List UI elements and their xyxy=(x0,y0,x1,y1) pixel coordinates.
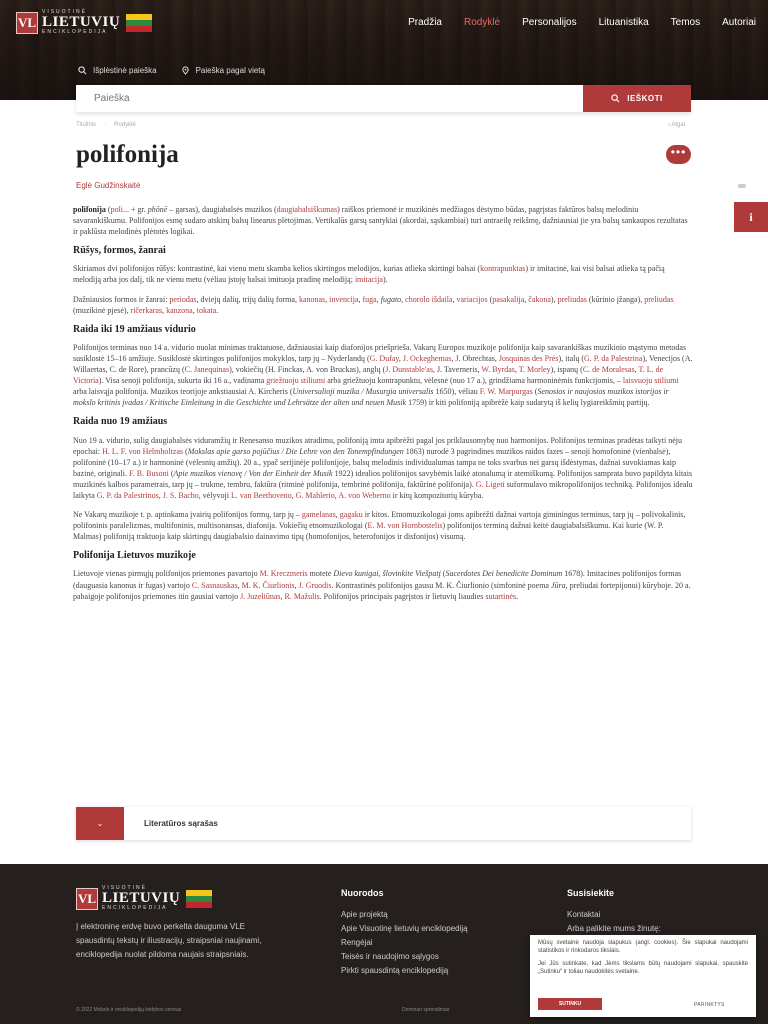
lithuanian-flag-icon xyxy=(186,890,212,908)
breadcrumb-home[interactable]: Titulinis xyxy=(76,122,97,128)
location-search-link[interactable]: Paieška pagal vietą xyxy=(181,66,265,75)
section-heading: Polifonija Lietuvos muzikoje xyxy=(73,550,196,562)
search-button[interactable]: IEŠKOTI xyxy=(583,85,691,112)
logo-tagline: ENCIKLOPEDIJA xyxy=(102,905,168,911)
cookie-options-button[interactable]: PARINKTYS xyxy=(694,1002,725,1008)
author-link[interactable]: Eglė Gudžinskaitė xyxy=(76,181,141,190)
literature-accordion[interactable] xyxy=(76,807,691,840)
main-nav xyxy=(408,17,756,28)
footer-logo[interactable] xyxy=(76,886,212,911)
article-paragraph: polifonija (poli... + gr. phōnē – garsas), daugiabalsės muzikos (daugiabalsiškumas) raiškos priemonė ir muzikinės medžiagos dėstymo būdas, pagrįstas faktūros balsų melodiniu savarankiškumu. Polifonijos esmę sudaro atskirų balsų linearus plėtojimas. Vertikalūs garsų santykiai (akordai, sąskambiai) turi antraeilę reikšmę, dažniausiai jie yra balsų sankaupos rezultatas ir paklūsta melodinės plėtotės logikai. xyxy=(73,205,688,237)
search-icon xyxy=(78,66,87,75)
message-prompt: Arba palikite mums žinutę: xyxy=(567,924,661,933)
contacts-link[interactable]: Kontaktai xyxy=(567,910,601,919)
page-title: polifonija xyxy=(76,141,179,168)
literature-label: Literatūros sąrašas xyxy=(144,819,218,828)
nav-rodykle[interactable]: Rodyklė xyxy=(463,17,501,28)
breadcrumb-section[interactable]: Rodyklė xyxy=(114,122,136,128)
search-options xyxy=(78,66,265,75)
footer-link[interactable]: Apie projektą xyxy=(341,910,388,919)
side-indicator xyxy=(738,184,746,188)
info-button[interactable]: i xyxy=(734,202,768,232)
logo-big-text: LIETUVIŲ xyxy=(42,14,121,30)
footer-link[interactable]: Rengėjai xyxy=(341,938,373,947)
nav-lituanistika[interactable]: Lituanistika xyxy=(598,17,649,28)
article-paragraph: Polifonijos terminas nuo 14 a. vidurio nuolat minimas traktatuose, dažniausiai kaip diafonijos priešprieša. Vakarų Europos muzikoje polifonija kaip savarankiškas muzikinio mąstymo metodas susiklostė 15–16 amžiuje. Susiklostė skirtingos polifonijos mokyklos, tarp jų – Nyderlandų (G. Dufay, J. Ockeghemas, J. Obrechtas, Josquinas des Prés), italų (G. P. da Palestrina), Venecijos (A. Willaertas, C. de Rore), prancūzų (C. Janequinas), vokiečių (H. Finckas, A. von Bruckas), anglų (J. Dunstable'as, J. Taverneris, W. Byrdas, T. Morley), ispanų (C. de Moralesas, T. L. de Victoria). Visa senoji polifonija, sukurta iki 16 a., vadinama griežtuoju stiliumi arba griežtuoju kontrapunktu, vėlesnė (nuo 17 a.), grindžiama harmoninėmis funkcijomis, – laisvuoju stiliumi arba laisvąja polifonija. Muzikos teorijoje ankstiausiai A. Kircheris (Universalioji muzika / Musurgia universalis 1650), vėliau F. W. Marpurgas (Senosios ir naujosios muzikos istorijos ir mokslo kritinis įvadas / Kritische Einleitung in die Geschichte und Lehrsätze der alten und neuen Musik 1759) ir kiti polifoniją apibrėžė kaip sudarytą iš kelių lygiareikšmių partijų. xyxy=(73,342,693,408)
search-input[interactable] xyxy=(76,85,583,112)
site-logo[interactable] xyxy=(16,10,152,35)
article-paragraph: Skiriamos dvi polifonijos rūšys: kontrastinė, kai vienu metu skamba kelios skirtingos melodijos, kurias atlieka skirtingi balsai (kontrapunktas) ir imitacinė, kai visi balsai atlieka tą pačią melodiją arba jos dalį, tik ne vienu metu (vėliau įstoję balsai imituoja pradinę melodiją; imitacija). xyxy=(73,264,665,285)
nav-autoriai[interactable]: Autoriai xyxy=(722,17,756,28)
article-paragraph: Nuo 19 a. vidurio, sulig daugiabalsės viduramžių ir Renesanso muzikos atradimu, polifoniją imta apibrėžti pagal jos priklausomybę nuo harmonijos. Polifonijos terminas pradėtas taikyti nėju epochai: H. L. F. von Helmholtzas (Mokslas apie garso pojūčius / Die Lehre von den Tonempfindungen 1863) nurodė 3 pagrindines muzikos raidos fazes – senoji homofoninė (vienbalsė), polifoninė (10–17 a.) ir harmoninė (vėlesnių amžių). 20 a., ypač serijinėje polifonijoje, balsų melodinis individualumas tampa ne toks svarbus nei garsų išdėstymas, dažnai suvokiamas kaip bazinė, originali. F. B. Busoni (Apie muzikos vienovę / Von der Einheit der Musik 1922) idealios polifonijos savybėmis laikė atonalumą ir atemiškumą. Polifonijos samprata buvo papildyta kitais muzikinės kalbos parametrais, tarp jų – trukme, tembru, faktūra (ritminė polifonija, tembrinė polifonija, faktūrinė polifonija). G. Ligeti suformulavo mikropolifonijos techniką. Polifonijos idealu laikyta G. P. da Palestrinos, J. S. Bacho, vėlyvoji L. van Beethoveno, G. Mahlerio, A. von Weberno ir kitų kompozitorių kūryba. xyxy=(73,435,693,500)
cookie-accept-button[interactable]: SUTINKU xyxy=(538,998,602,1010)
logo-small-text: VISUOTINĖ xyxy=(102,885,147,891)
footer-link[interactable]: Teisės ir naudojimo sąlygos xyxy=(341,952,439,961)
cookie-text: Mūsų svetainė naudoja slapukus (angl. cookies). Šie slapukai naudojami statistikos ir rinkodaros tikslais. xyxy=(538,940,748,954)
article-paragraph: Dažniausios formos ir žanrai: periodas, dviejų dalių, trijų dalių forma, kanonas, invencija, fuga, fugato, chorolo išdaila, variacijos (pasakalija, čakona), preliudas (kūrinio įžanga), preliudas (muzikinė pjesė), ričerkaras, kanzona, tokata. xyxy=(73,294,674,315)
footer-contact-title: Susisiekite xyxy=(567,888,615,898)
search-icon xyxy=(611,94,620,103)
footer-links-title: Nuorodos xyxy=(341,888,384,898)
logo-small-text: VISUOTINĖ xyxy=(42,9,87,15)
footer-link[interactable]: Apie Visuotinę lietuvių enciklopediją xyxy=(341,924,468,933)
cookie-banner xyxy=(530,935,756,1017)
breadcrumb-separator: · xyxy=(104,122,107,128)
footer-links xyxy=(341,888,468,980)
article-paragraph: Lietuvoje vienas pirmųjų polifonijos priemones pavartojo M. Kreczmeris motete Dievo kunigai, šlovinkite Viešpatį (Sacerdotes Dei benedicite Dominum 1678). Imitacines polifonijos formas (dauguasia kanonus ir fugas) vartojo C. Sasnauskas, M. K. Čiurlionis, J. Gruodis. Kontrastinės polifonijos gausu M. K. Čiurlionio (simfoninė poema Jūra, preliudai fortepijonui) kūryboje. 20 a. pabaigoje polifonijos priemones itin gausiai vartojo J. Juzeliūnas, R. Mažulis. Polifonijos principais pagrįstos ir lietuvių liaudies sutartinės. xyxy=(73,569,691,601)
article-body xyxy=(73,204,693,610)
logo-big-text: LIETUVIŲ xyxy=(102,890,181,906)
breadcrumb xyxy=(76,122,136,128)
section-heading: Rūšys, formos, žanrai xyxy=(73,245,166,257)
section-heading: Raida nuo 19 amžiaus xyxy=(73,416,168,428)
advanced-search-link[interactable]: Išplėstinė paieška xyxy=(78,66,157,75)
chevron-down-icon[interactable]: ⌄ xyxy=(76,807,124,840)
logo-tagline: ENCIKLOPEDIJA xyxy=(42,29,108,35)
back-link[interactable]: ‹ Atgal xyxy=(668,122,686,128)
copyright: © 2022 Mokslo ir enciklopedijų leidybos centras xyxy=(76,1007,182,1013)
nav-personalijos[interactable]: Personalijos xyxy=(522,17,577,28)
vle-logo-icon: VL xyxy=(16,12,38,34)
search-bar xyxy=(76,85,691,112)
cookie-text: Jei Jūs sutinkate, kad Jėms tikslams būtų naudojami slapukai, spauskite „Sutinku“ ir toliau naudokitės svetaine. xyxy=(538,961,748,975)
footer-link[interactable]: Pirkti spausdintą enciklopediją xyxy=(341,966,449,975)
more-options-button[interactable]: ••• xyxy=(666,145,691,164)
section-heading: Raida iki 19 amžiaus vidurio xyxy=(73,323,196,335)
lithuanian-flag-icon xyxy=(126,14,152,32)
article-paragraph: Ne Vakarų muzikoje t. p. aptinkama įvairių polifonijos formų, tarp jų – gamelanas, gagaku ir kitos. Etnomuzikologai joms apibrėžti dažnai vartoja giminingus terminus, tarp jų – polivokalinis, polifoninis paralelizmas, multifoninis, multisonansas, diafonija. Vokiečių etnomuzikologai (E. M. von Hornbostelis) polifonijos terminą dažnai keitė daugiabalsiškumu. Kai kurie (W. P. Malmas) polifoniją traktuoja kaip skirtingų daugiabalsio dainavimo tipų (homofonijos, heterofonijos ir disfonijos) visumą. xyxy=(73,510,686,542)
nav-pradzia[interactable]: Pradžia xyxy=(408,17,442,28)
footer-contact xyxy=(567,888,661,938)
nav-temos[interactable]: Temos xyxy=(670,17,701,28)
vle-logo-icon: VL xyxy=(76,888,98,910)
footer-description: Į elektroninę erdvę buvo perkelta dauguma VLE spausdintų tekstų ir iliustracijų, straipsniai naujinami, enciklopedija nuolat pildoma naujais straipsniais. xyxy=(76,922,262,959)
developer-credit[interactable]: Dominari sprendimas xyxy=(402,1007,450,1013)
location-pin-icon xyxy=(181,66,190,75)
